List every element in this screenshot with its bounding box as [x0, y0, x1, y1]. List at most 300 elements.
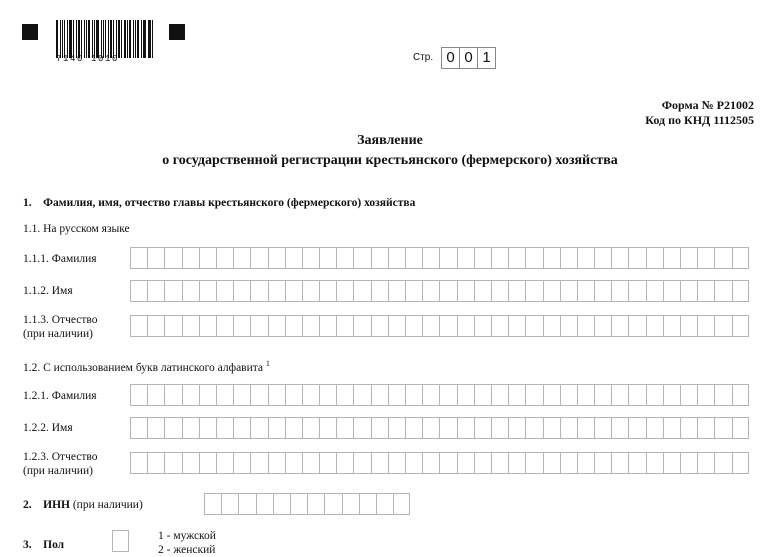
footnote-marker: 1: [265, 359, 270, 368]
character-cell[interactable]: [680, 280, 697, 302]
character-cell[interactable]: [233, 384, 250, 406]
form-code: [645, 98, 754, 128]
character-cell[interactable]: [697, 384, 714, 406]
character-cell[interactable]: [182, 280, 199, 302]
character-cell[interactable]: [594, 247, 611, 269]
character-cell[interactable]: [359, 493, 376, 515]
character-cell[interactable]: [302, 384, 319, 406]
character-cell[interactable]: [285, 417, 302, 439]
page-digit: 0: [441, 47, 459, 69]
character-cell[interactable]: [164, 280, 181, 302]
character-cell[interactable]: [268, 315, 285, 337]
character-cell[interactable]: [405, 417, 422, 439]
character-cell[interactable]: [353, 315, 370, 337]
character-cell[interactable]: [422, 247, 439, 269]
character-cell[interactable]: [508, 384, 525, 406]
character-cell[interactable]: [457, 315, 474, 337]
character-cell[interactable]: [250, 280, 267, 302]
character-cell[interactable]: [319, 280, 336, 302]
character-cell[interactable]: [594, 384, 611, 406]
character-cell[interactable]: [393, 493, 410, 515]
character-cell[interactable]: [714, 247, 731, 269]
barcode-bar: [110, 20, 112, 58]
character-cell[interactable]: [147, 384, 164, 406]
character-cell[interactable]: [250, 247, 267, 269]
document-subtitle: о государственной регистрации крестьянского (фермерского) хозяйства: [162, 153, 618, 168]
character-cell[interactable]: [560, 315, 577, 337]
character-cell[interactable]: [594, 280, 611, 302]
barcode-bar: [103, 20, 104, 58]
character-cell[interactable]: [422, 452, 439, 474]
character-cell[interactable]: [697, 247, 714, 269]
character-cell[interactable]: [233, 247, 250, 269]
barcode-bar: [78, 20, 80, 58]
character-cell[interactable]: [130, 315, 147, 337]
character-cell[interactable]: [147, 315, 164, 337]
character-cell[interactable]: [204, 493, 221, 515]
character-cell[interactable]: [268, 280, 285, 302]
barcode-bar: [73, 20, 74, 58]
latin-label-text: 1.2. С использованием букв латинского алфавита: [23, 361, 264, 374]
character-cell[interactable]: [525, 452, 542, 474]
page-digit: 0: [459, 47, 477, 69]
barcode-bar: [141, 20, 142, 58]
character-cell[interactable]: [336, 417, 353, 439]
barcode-bar: [86, 20, 88, 58]
character-cell[interactable]: [474, 280, 491, 302]
barcode-bar: [144, 20, 146, 58]
character-cell[interactable]: [439, 452, 456, 474]
character-cell[interactable]: [233, 417, 250, 439]
character-cell[interactable]: [285, 315, 302, 337]
russian-name-label: 1.1.2. Имя: [23, 285, 73, 297]
character-cell[interactable]: [388, 280, 405, 302]
character-cell[interactable]: [680, 452, 697, 474]
character-cell[interactable]: [199, 384, 216, 406]
character-cell[interactable]: [164, 452, 181, 474]
character-cell[interactable]: [525, 315, 542, 337]
character-cell[interactable]: [216, 315, 233, 337]
character-cell[interactable]: [646, 247, 663, 269]
character-cell[interactable]: [216, 452, 233, 474]
barcode-bar: [62, 20, 63, 58]
character-cell[interactable]: [457, 384, 474, 406]
character-cell[interactable]: [732, 417, 749, 439]
russian-name-field[interactable]: [130, 280, 749, 302]
character-cell[interactable]: [457, 280, 474, 302]
character-cell[interactable]: [199, 417, 216, 439]
character-cell[interactable]: [130, 384, 147, 406]
character-cell[interactable]: [353, 384, 370, 406]
section-2-number: 2.: [23, 499, 32, 511]
barcode-bar: [127, 20, 128, 58]
character-cell[interactable]: [199, 452, 216, 474]
character-cell[interactable]: [388, 417, 405, 439]
barcode-bar: [148, 20, 151, 58]
character-cell[interactable]: [628, 384, 645, 406]
character-cell[interactable]: [147, 247, 164, 269]
character-cell[interactable]: [474, 417, 491, 439]
character-cell[interactable]: [732, 280, 749, 302]
barcode: [56, 20, 154, 56]
latin-label: [23, 357, 270, 375]
character-cell[interactable]: [130, 247, 147, 269]
character-cell[interactable]: [577, 280, 594, 302]
gender-label: Пол: [43, 539, 65, 551]
character-cell[interactable]: [388, 452, 405, 474]
character-cell[interactable]: [353, 417, 370, 439]
section-1-title: Фамилия, имя, отчество главы крестьянского (фермерского) хозяйства: [43, 197, 416, 209]
character-cell[interactable]: [285, 384, 302, 406]
character-cell[interactable]: [405, 280, 422, 302]
barcode-bar: [143, 20, 144, 58]
character-cell[interactable]: [611, 452, 628, 474]
character-cell[interactable]: [611, 384, 628, 406]
barcode-bar: [121, 20, 122, 58]
character-cell[interactable]: [319, 417, 336, 439]
character-cell[interactable]: [319, 247, 336, 269]
character-cell[interactable]: [164, 417, 181, 439]
character-cell[interactable]: [543, 384, 560, 406]
character-cell[interactable]: [256, 493, 273, 515]
character-cell[interactable]: [268, 452, 285, 474]
character-cell[interactable]: [628, 247, 645, 269]
character-cell[interactable]: [342, 493, 359, 515]
character-cell[interactable]: [268, 417, 285, 439]
character-cell[interactable]: [628, 315, 645, 337]
character-cell[interactable]: [560, 280, 577, 302]
character-cell[interactable]: [147, 452, 164, 474]
character-cell[interactable]: [577, 384, 594, 406]
character-cell[interactable]: [594, 417, 611, 439]
character-cell[interactable]: [439, 247, 456, 269]
character-cell[interactable]: [628, 280, 645, 302]
character-cell[interactable]: [182, 452, 199, 474]
character-cell[interactable]: [250, 315, 267, 337]
character-cell[interactable]: [560, 384, 577, 406]
character-cell[interactable]: [714, 384, 731, 406]
character-cell[interactable]: [491, 280, 508, 302]
character-cell[interactable]: [371, 452, 388, 474]
character-cell[interactable]: [491, 417, 508, 439]
character-cell[interactable]: [216, 280, 233, 302]
character-cell[interactable]: [388, 384, 405, 406]
character-cell[interactable]: [182, 384, 199, 406]
latin-patronymic-label: [23, 450, 98, 478]
character-cell[interactable]: [680, 417, 697, 439]
character-cell[interactable]: [457, 452, 474, 474]
character-cell[interactable]: [491, 315, 508, 337]
character-cell[interactable]: [697, 417, 714, 439]
character-cell[interactable]: [302, 417, 319, 439]
character-cell[interactable]: [491, 452, 508, 474]
character-cell[interactable]: [594, 452, 611, 474]
character-cell[interactable]: [422, 280, 439, 302]
barcode-bar: [76, 20, 77, 58]
barcode-bar: [56, 20, 58, 58]
character-cell[interactable]: [474, 247, 491, 269]
character-cell[interactable]: [714, 417, 731, 439]
character-cell[interactable]: [732, 452, 749, 474]
character-cell[interactable]: [697, 315, 714, 337]
character-cell[interactable]: [233, 315, 250, 337]
character-cell[interactable]: [353, 247, 370, 269]
character-cell[interactable]: [238, 493, 255, 515]
character-cell[interactable]: [319, 452, 336, 474]
character-cell[interactable]: [130, 452, 147, 474]
character-cell[interactable]: [732, 247, 749, 269]
character-cell[interactable]: [732, 384, 749, 406]
character-cell[interactable]: [307, 493, 324, 515]
barcode-bar: [69, 20, 72, 58]
character-cell[interactable]: [646, 280, 663, 302]
character-cell[interactable]: [302, 452, 319, 474]
page-label: Стр.: [413, 52, 434, 63]
character-cell[interactable]: [646, 417, 663, 439]
character-cell[interactable]: [663, 315, 680, 337]
character-cell[interactable]: [611, 315, 628, 337]
character-cell[interactable]: [319, 384, 336, 406]
character-cell[interactable]: [371, 315, 388, 337]
character-cell[interactable]: [663, 247, 680, 269]
character-cell[interactable]: [560, 452, 577, 474]
character-cell[interactable]: [336, 315, 353, 337]
character-cell[interactable]: [422, 384, 439, 406]
character-cell[interactable]: [336, 247, 353, 269]
character-cell[interactable]: [371, 417, 388, 439]
character-cell[interactable]: [508, 247, 525, 269]
character-cell[interactable]: [714, 280, 731, 302]
character-cell[interactable]: [439, 280, 456, 302]
russian-patronymic-field[interactable]: [130, 315, 749, 337]
character-cell[interactable]: [457, 247, 474, 269]
character-cell[interactable]: [216, 417, 233, 439]
barcode-bar: [64, 20, 66, 58]
russian-surname-field[interactable]: [130, 247, 749, 269]
character-cell[interactable]: [199, 315, 216, 337]
inn-field[interactable]: [204, 493, 410, 515]
character-cell[interactable]: [439, 384, 456, 406]
character-cell[interactable]: [273, 493, 290, 515]
character-cell[interactable]: [560, 417, 577, 439]
barcode-bar: [118, 20, 120, 58]
character-cell[interactable]: [405, 384, 422, 406]
russian-surname-label: 1.1.1. Фамилия: [23, 253, 97, 265]
barcode-bar: [124, 20, 127, 58]
character-cell[interactable]: [543, 452, 560, 474]
character-cell[interactable]: [594, 315, 611, 337]
character-cell[interactable]: [250, 452, 267, 474]
character-cell[interactable]: [663, 417, 680, 439]
character-cell[interactable]: [732, 315, 749, 337]
character-cell[interactable]: [611, 247, 628, 269]
character-cell[interactable]: [233, 452, 250, 474]
character-cell[interactable]: [508, 417, 525, 439]
character-cell[interactable]: [371, 247, 388, 269]
latin-patronymic-label-line2: (при наличии): [23, 465, 93, 477]
knd-code: Код по КНД 1112505: [645, 113, 754, 127]
character-cell[interactable]: [285, 452, 302, 474]
character-cell[interactable]: [628, 452, 645, 474]
character-cell[interactable]: [611, 417, 628, 439]
character-cell[interactable]: [216, 247, 233, 269]
character-cell[interactable]: [130, 280, 147, 302]
section-2-label: [23, 498, 143, 512]
character-cell[interactable]: [285, 280, 302, 302]
character-cell[interactable]: [250, 384, 267, 406]
character-cell[interactable]: [525, 247, 542, 269]
character-cell[interactable]: [405, 452, 422, 474]
character-cell[interactable]: [646, 384, 663, 406]
gender-field[interactable]: [112, 530, 129, 552]
character-cell[interactable]: [611, 280, 628, 302]
character-cell[interactable]: [663, 280, 680, 302]
character-cell[interactable]: [525, 280, 542, 302]
character-cell[interactable]: [164, 384, 181, 406]
latin-surname-field[interactable]: [130, 384, 749, 406]
barcode-bar: [88, 20, 90, 58]
character-cell[interactable]: [285, 247, 302, 269]
character-cell[interactable]: [714, 452, 731, 474]
character-cell[interactable]: [474, 384, 491, 406]
character-cell[interactable]: [130, 417, 147, 439]
character-cell[interactable]: [714, 315, 731, 337]
page-digit: 1: [477, 47, 496, 69]
character-cell[interactable]: [422, 315, 439, 337]
character-cell[interactable]: [628, 417, 645, 439]
character-cell[interactable]: [216, 384, 233, 406]
character-cell[interactable]: [491, 384, 508, 406]
character-cell[interactable]: [543, 280, 560, 302]
barcode-bar: [108, 20, 109, 58]
character-cell[interactable]: [164, 315, 181, 337]
barcode-bar: [67, 20, 68, 58]
character-cell[interactable]: [491, 247, 508, 269]
character-cell[interactable]: [439, 417, 456, 439]
barcode-bar: [113, 20, 114, 58]
character-cell[interactable]: [290, 493, 307, 515]
character-cell[interactable]: [268, 384, 285, 406]
character-cell[interactable]: [405, 247, 422, 269]
character-cell[interactable]: [233, 280, 250, 302]
character-cell[interactable]: [680, 315, 697, 337]
character-cell[interactable]: [560, 247, 577, 269]
character-cell[interactable]: [182, 247, 199, 269]
character-cell[interactable]: [457, 417, 474, 439]
character-cell[interactable]: [543, 315, 560, 337]
character-cell[interactable]: [525, 417, 542, 439]
character-cell[interactable]: [388, 247, 405, 269]
character-cell[interactable]: [646, 315, 663, 337]
latin-name-label: 1.2.2. Имя: [23, 422, 73, 434]
character-cell[interactable]: [577, 417, 594, 439]
character-cell[interactable]: [112, 530, 129, 552]
character-cell[interactable]: [376, 493, 393, 515]
character-cell[interactable]: [250, 417, 267, 439]
character-cell[interactable]: [663, 452, 680, 474]
character-cell[interactable]: [697, 452, 714, 474]
barcode-bar: [81, 20, 82, 58]
character-cell[interactable]: [508, 315, 525, 337]
character-cell[interactable]: [353, 280, 370, 302]
barcode-bar: [129, 20, 131, 58]
character-cell[interactable]: [221, 493, 238, 515]
barcode-bar: [135, 20, 136, 58]
barcode-bar: [152, 20, 153, 58]
character-cell[interactable]: [319, 315, 336, 337]
inn-optional-note: (при наличии): [72, 499, 143, 511]
barcode-bar: [96, 20, 99, 58]
character-cell[interactable]: [371, 280, 388, 302]
character-cell[interactable]: [268, 247, 285, 269]
latin-patronymic-label-line1: 1.2.3. Отчество: [23, 451, 98, 463]
character-cell[interactable]: [147, 417, 164, 439]
character-cell[interactable]: [508, 452, 525, 474]
character-cell[interactable]: [371, 384, 388, 406]
character-cell[interactable]: [199, 280, 216, 302]
character-cell[interactable]: [474, 452, 491, 474]
document-title: Заявление: [357, 133, 423, 148]
character-cell[interactable]: [302, 247, 319, 269]
russian-patronymic-label-line2: (при наличии): [23, 328, 93, 340]
character-cell[interactable]: [302, 315, 319, 337]
gender-option-male: 1 - мужской: [158, 530, 216, 542]
barcode-bar: [60, 20, 61, 58]
section-1-heading: [23, 196, 415, 210]
character-cell[interactable]: [543, 247, 560, 269]
russian-patronymic-label-line1: 1.1.3. Отчество: [23, 314, 98, 326]
character-cell[interactable]: [336, 384, 353, 406]
russian-patronymic-label: [23, 313, 98, 341]
character-cell[interactable]: [474, 315, 491, 337]
latin-name-field[interactable]: [130, 417, 749, 439]
character-cell[interactable]: [663, 384, 680, 406]
character-cell[interactable]: [577, 452, 594, 474]
character-cell[interactable]: [336, 452, 353, 474]
character-cell[interactable]: [405, 315, 422, 337]
character-cell[interactable]: [680, 247, 697, 269]
character-cell[interactable]: [697, 280, 714, 302]
character-cell[interactable]: [324, 493, 341, 515]
character-cell[interactable]: [182, 417, 199, 439]
character-cell[interactable]: [353, 452, 370, 474]
page-number-boxes: [441, 47, 496, 69]
character-cell[interactable]: [680, 384, 697, 406]
section-3-number: 3.: [23, 539, 32, 551]
barcode-bar: [84, 20, 85, 58]
latin-patronymic-field[interactable]: [130, 452, 749, 474]
character-cell[interactable]: [336, 280, 353, 302]
character-cell[interactable]: [422, 417, 439, 439]
barcode-bar: [101, 20, 102, 58]
character-cell[interactable]: [199, 247, 216, 269]
character-cell[interactable]: [525, 384, 542, 406]
character-cell[interactable]: [182, 315, 199, 337]
character-cell[interactable]: [302, 280, 319, 302]
character-cell[interactable]: [147, 280, 164, 302]
barcode-bar: [105, 20, 107, 58]
character-cell[interactable]: [508, 280, 525, 302]
character-cell[interactable]: [439, 315, 456, 337]
character-cell[interactable]: [577, 315, 594, 337]
section-1-number: 1.: [23, 197, 32, 209]
character-cell[interactable]: [388, 315, 405, 337]
character-cell[interactable]: [164, 247, 181, 269]
character-cell[interactable]: [646, 452, 663, 474]
character-cell[interactable]: [543, 417, 560, 439]
character-cell[interactable]: [577, 247, 594, 269]
inn-label: ИНН: [43, 499, 70, 511]
